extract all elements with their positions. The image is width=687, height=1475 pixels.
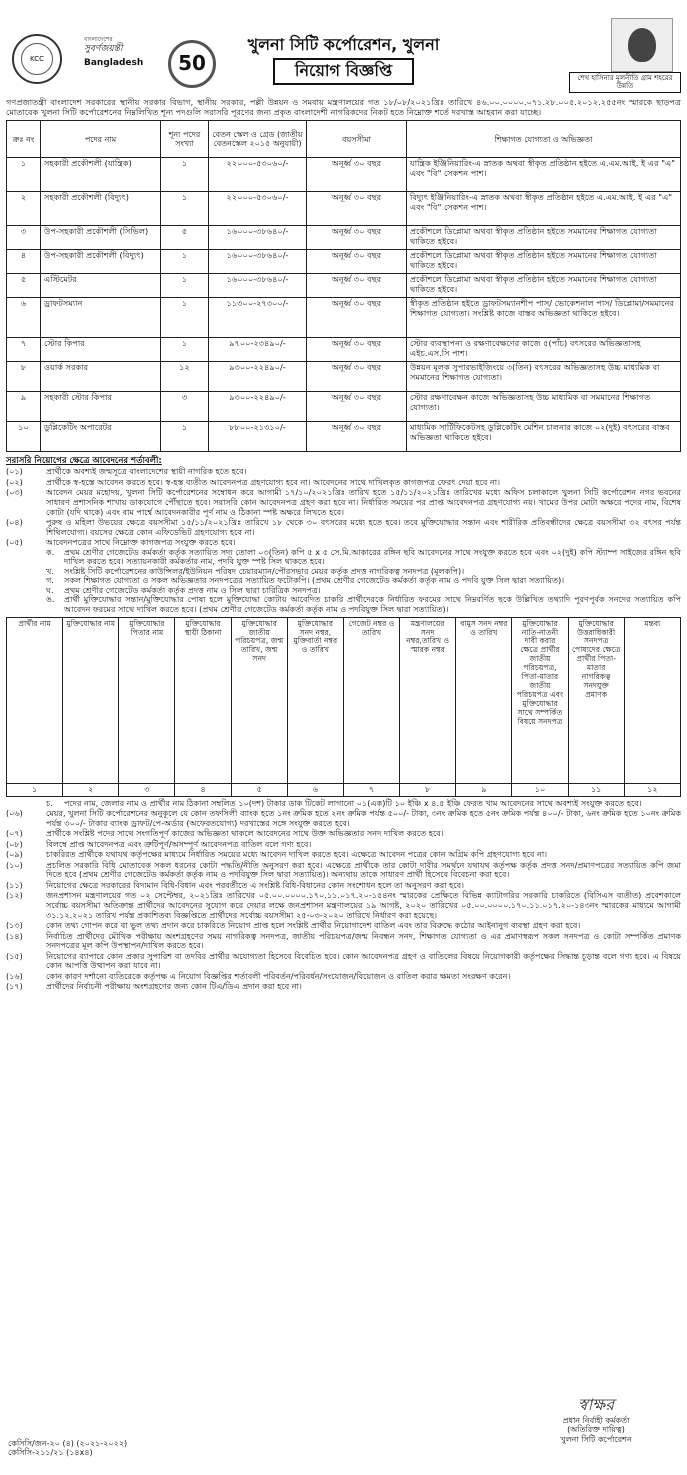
condition-text: চাকরিরত প্রার্থীকে যথাযথ কর্তৃপক্ষের মাধ্যমে নির্ধারিত সময়ের মধ্যে আবেদন দাখিল করতে হবে। এক্ষেত্রে আবেদন পত্রের কোন অগ্রিম কপি গ্রহণযোগ্য হবে না।	[46, 849, 548, 860]
posts-cell: ১	[161, 338, 209, 362]
posts-cell: এস্টিমেটর	[41, 274, 161, 298]
posts-cell: অনূর্ধ্ব ৩০ বছর	[307, 298, 407, 338]
posts-cell: ১	[161, 250, 209, 274]
signatory-org: খুলনা সিটি কর্পোরেশন	[560, 1434, 632, 1444]
ff-number-cell: ১	[7, 783, 63, 796]
condition-text: বিলম্বে প্রাপ্ত আবেদনপত্র এবং ত্রুটিপূর্ণ/অসম্পূর্ণ আবেদনপত্র বাতিল বলে গণ্য হবে।	[46, 838, 312, 849]
posts-cell: অনূর্ধ্ব ৩০ বছর	[307, 158, 407, 192]
posts-cell: ৯৩০০-২২৪৯০/-	[209, 362, 307, 392]
condition-text: প্রার্থীকে সংশ্লিষ্ট পদের সাথে সংগতিপূর্ণ কাজের অভিজ্ঞতা থাকলে আবেদনের সাথে উক্ত অভিজ্ঞতার সনদ দাখিল করতে হবে।	[46, 828, 444, 839]
condition-number: (১৩)	[6, 920, 23, 931]
conditions-list-b	[6, 809, 681, 992]
jubilee-small-text: বাংলাদেশের	[84, 36, 113, 43]
condition-item	[6, 809, 681, 828]
condition-item	[6, 952, 681, 971]
posts-cell: স্বীকৃত প্রতিষ্ঠান হইতে ড্রাফটসম্যানশীপ পাস/ ভোকেশনাল পাস/ ডিপ্লোমা/সমমানের শিক্ষাগত যোগ্যতা। সংশ্লিষ্ট কাজে বাস্তব অভিজ্ঞতা থাকিতে হইবে।	[407, 298, 681, 338]
condition-item	[6, 982, 681, 992]
posts-cell: ৯	[7, 392, 41, 422]
ff-header-cell: গেজেট নম্বর ও তারিখ	[343, 617, 399, 783]
posts-cell: সহকারী প্রকৌশলী (যান্ত্রিক)	[41, 158, 161, 192]
condition-number: (০২)	[6, 476, 23, 487]
posts-cell: ৬	[7, 298, 41, 338]
condition-number: (১১)	[6, 879, 23, 890]
signatory-note: (অতিরিক্ত দায়িত্ব)	[567, 1425, 625, 1435]
condition-text: প্রার্থীকে স্ব-হস্তে আবেদন করতে হবে। স্ব-হস্ত ব্যতীত আবেদনপত্র গ্রহণযোগ্য হবে না। আবেদনের সাথে দাখিলকৃত কাগজপত্র ফেরৎ দেয়া হবে না।	[46, 476, 500, 487]
posts-cell: সহকারী স্টোর কিপার	[41, 392, 161, 422]
posts-cell: ৩	[161, 392, 209, 422]
posts-cell: ১	[7, 158, 41, 192]
posts-cell: ১	[161, 158, 209, 192]
condition-item	[6, 972, 681, 982]
condition-item	[6, 881, 681, 891]
reference-2: কেসিসি-২১১/২১ (১৪x৪)	[8, 1448, 93, 1458]
posts-cell: যান্ত্রিক ইঞ্জিনিয়ারিং-এ স্নাতক অথবা স্বীকৃত প্রতিষ্ঠান হইতে এ.এম.আই. ই এর "এ" এবং "বি" সেকশন পাশ।	[407, 158, 681, 192]
condition-number: (০৫)	[6, 537, 23, 548]
posts-cell: ১২	[161, 362, 209, 392]
posts-cell: উপ-সহকারী প্রকৌশলী (সিভিল)	[41, 226, 161, 250]
posts-cell: উপ-সহকারী প্রকৌশলী (বিদ্যুৎ)	[41, 250, 161, 274]
ff-header-cell: মন্তব্য	[624, 617, 680, 783]
ff-header-cell: মুক্তিযোদ্ধার নাম	[63, 617, 119, 783]
condition-number: (১৫)	[6, 950, 23, 961]
posts-row	[7, 274, 681, 298]
posts-cell: ৪	[7, 250, 41, 274]
posts-cell: স্টোর ব্যবস্থাপনা ও রক্ষণাবেক্ষণের কাজে ৫(পাঁচ) বৎসরের অভিজ্ঞতাসহ এইচ.এস.সি পাশ।	[407, 338, 681, 362]
signature-scribble: স্বাক্ষর	[577, 1395, 615, 1414]
posts-cell: ৯৭০০-২৩৪৯০/-	[209, 338, 307, 362]
posts-cell: অনূর্ধ্ব ৩০ বছর	[307, 274, 407, 298]
posts-cell: ১	[161, 192, 209, 226]
attachment-item-cha	[46, 799, 681, 809]
condition-number: (০৩)	[6, 487, 23, 498]
condition-text: নিয়োগের ব্যাপারে কোন প্রকার সুপারিশ বা তদবির প্রার্থীর অযোগ্যতা হিসেবে বিবেচিত হবে। কোন আবেদনপত্র গ্রহণ ও বাতিলের বিষয়ে নিয়োগকারী কর্তৃপক্ষের সিদ্ধান্ত চূড়ান্ত বলে গণ্য হবে। এ বিষয়ে কোন আপত্তি উত্থাপন করা যাবে না।	[46, 950, 681, 971]
posts-cell: মাধ্যমিক সার্টিফিকেটসহ ডুপ্লিকেটিং মেশিন চালনার কাজে ০২(দুই) বৎসরের বাস্তব অভিজ্ঞতা থাকিতে হইবে।	[407, 422, 681, 452]
notice-page	[6, 4, 681, 1465]
conditions-list-a	[6, 467, 681, 547]
posts-cell: ৮	[7, 362, 41, 392]
posts-cell: প্রকৌশলে ডিপ্লোমা অথবা স্বীকৃত প্রতিষ্ঠান হইতে সমমানের শিক্ষাগত যোগ্যতা থাকিতে হইবে।	[407, 226, 681, 250]
posts-cell: অনূর্ধ্ব ৩০ বছর	[307, 362, 407, 392]
attachment-item	[46, 548, 681, 567]
ff-number-cell: ৮	[400, 783, 456, 796]
posts-cell: ১	[161, 422, 209, 452]
ff-number-cell: ৩	[119, 783, 175, 796]
posts-cell: ২	[7, 192, 41, 226]
portrait-face	[628, 28, 656, 62]
posts-cell: অনূর্ধ্ব ৩০ বছর	[307, 192, 407, 226]
condition-text: জনপ্রশাসন মন্ত্রণালয়ের গত ০২ সেপ্টেম্বর, ২০২১খ্রিঃ তারিখের ০৫.০০.০০০০.১৭০.১১.০১৭.২০-১৫৪নং স্মারকের প্রেক্ষিতে বিভিন্ন ক্যাটাগরির সরকারি চাকরিতে (বিসিএস ব্যতীত) প্রবেশকালে সর্বোচ্চ বয়সসীমা অতিক্রান্ত প্রার্থীদের আবেদনের সুযোগ করে দেয়ার লক্ষে জনপ্রশাসন মন্ত্রণালয়ের ১৯ আগষ্ট, ২০২০ তারিখের ০৫.০০.০০০০.১৭০.১১.০১৭.২০-১৪৩নং স্মারকের মাধ্যমে আগামী ৩১.১২.২০২১ তারিখ পর্যন্ত প্রকাশিতব্য বিজ্ঞপ্তিতে প্রার্থীদের সর্বোচ্চ বয়সসীমা ২৫-০৩-২০২০ তারিখে নির্ধারণ করা হয়েছে।	[46, 890, 681, 920]
condition-item	[6, 921, 681, 931]
condition-text: নিয়োগের ক্ষেত্রে সরকারের বিদ্যমান বিধি-বিধান এবং পরবর্তীতে এ সংশ্লিষ্ট বিধি-বিধানের কোন সংশোধন হলে তা অনুসরণ করা হবে।	[46, 879, 465, 890]
ff-number-cell: ১০	[512, 783, 568, 796]
posts-cell: ১৬০০০-৩৮৬৪০/-	[209, 274, 307, 298]
notice-header	[6, 4, 681, 92]
posts-cell: ২২০০০-৫৩০৬০/-	[209, 192, 307, 226]
posts-row	[7, 158, 681, 192]
ff-header-cell: মুক্তিযোদ্ধার স্থায়ী ঠিকানা	[175, 617, 231, 783]
ff-number-cell: ৯	[456, 783, 512, 796]
posts-row	[7, 226, 681, 250]
attachment-text: সংশ্লিষ্ট সিটি কর্পোরেশনের কাউন্সিলর/ইউনিয়ন পরিষদ চেয়ারম্যান/পৌরসভার মেয়র কর্তৃক প্রদত্ত নাগরিকত্ব সনদপত্র (মূলকপি)।	[64, 565, 465, 576]
condition-item	[6, 850, 681, 860]
condition-text: প্রার্থীকে অবশ্যই জন্মসূত্রে বাংলাদেশের স্থায়ী নাগরিক হতে হবে।	[46, 466, 247, 477]
ff-header-cell: মন্ত্রণালয়ের সনদ নম্বর,তারিখ ও স্মারক নম্বর	[400, 617, 456, 783]
posts-cell: ৩	[7, 226, 41, 250]
posts-cell: স্টোর কিপার	[41, 338, 161, 362]
ff-header-cell: প্রার্থীর নাম	[7, 617, 63, 783]
posts-header-cell: শূন্য পদের সংখ্যা	[161, 121, 209, 158]
attachment-number: চ.	[46, 797, 53, 808]
posts-cell: ১	[161, 298, 209, 338]
posts-cell: ৭	[7, 338, 41, 362]
posts-cell: অনূর্ধ্ব ৩০ বছর	[307, 226, 407, 250]
attachment-list	[6, 548, 681, 615]
attachment-number: ঙ.	[46, 594, 55, 605]
posts-cell: অনূর্ধ্ব ৩০ বছর	[307, 250, 407, 274]
attachment-text: প্রার্থী মুক্তিযোদ্ধার সন্তান/মুক্তিযোদ্ধার পোষ্য হলে মুক্তিযোদ্ধা কোটায় আবেদিত চাকরি প্রার্থীদেরকে নির্ধারিত ফরমের সাথে নিম্নবর্ণিত ছকে উল্লিখিত তথ্যাদি পূরণপূর্বক সনদের সত্যায়িত কপি আবেদন ফরমের সাথে দাখিল করতে হবে। (প্রথম শ্রেণীর গেজেটেড কর্মকর্তা কর্তৃক নাম ও পদবিযুক্ত সিল দ্বারা সত্যায়িত)।	[64, 594, 681, 615]
kcc-logo-text: KCC	[21, 43, 53, 75]
condition-text: প্রার্থীদের নির্বাচনী পরীক্ষায় অংশগ্রহণের জন্য কোন টিএ/ডিএ প্রদান করা হবে না।	[46, 981, 302, 992]
condition-item	[6, 467, 681, 477]
posts-cell: সহকারী প্রকৌশলী (বিদ্যুৎ)	[41, 192, 161, 226]
ff-number-cell: ৪	[175, 783, 231, 796]
posts-cell: অনূর্ধ্ব ৩০ বছর	[307, 422, 407, 452]
condition-number: (০৭)	[6, 828, 23, 839]
condition-number: (০৬)	[6, 808, 23, 819]
attachment-item	[46, 595, 681, 614]
condition-text: পুরুষ ও মহিলা উভয়ের ক্ষেত্রে বয়সসীমা ১৫/১১/২০২১খ্রিঃ তারিখে ১৮ থেকে ৩০ বৎসরের মধ্যে হতে হবে। তবে মুক্তিযোদ্ধার সন্তান এবং শারীরিক প্রতিবন্ধীদের ক্ষেত্রে বয়সসীমা ৩২ বৎসর পর্যন্ত শিথিলযোগ্য। বয়সের ক্ষেত্রে কোন এফিডেভিট গ্রহণযোগ্য হবে না।	[46, 517, 681, 537]
ff-header-cell: মুক্তিযোদ্ধার পিতার নাম	[119, 617, 175, 783]
condition-number: (১৪)	[6, 930, 23, 941]
freedom-fighter-table	[6, 617, 681, 797]
ff-number-cell: ৬	[287, 783, 343, 796]
posts-header-cell: শিক্ষাগত যোগ্যতা ও অভিজ্ঞতা	[407, 121, 681, 158]
condition-text: প্রচলিত সরকারি বিধি মোতাবেক সকল ধরনের কোটা পদ্ধতি/নীতি অনুসরণ করা হবে। এক্ষেত্রে প্রার্থীকে তার কোটা দাবীর সমর্থনে যথাযথ কর্তৃপক্ষ কর্তৃক প্রদত্ত সনদ/প্রমাণপত্রের সত্যায়িত কপি জমা দিতে হবে (প্রথম শ্রেণীর গেজেটেড কর্মকর্তা কর্তৃক নাম ও পদবিযুক্ত সিল দ্বারা সত্যায়িত)। অন্যথায় তাকে সাধারণ প্রার্থী হিসেবে বিবেচনা করা হবে।	[46, 859, 681, 880]
condition-number: (০১)	[6, 466, 23, 477]
posts-row	[7, 362, 681, 392]
posts-header-cell: বেতন স্কেল ও গ্রেড (জাতীয় বেতনস্কেল ২০১৫ অনুযায়ী)	[209, 121, 307, 158]
jubilee-name: সুবর্ণজয়ন্তী	[84, 44, 123, 54]
signature-block	[521, 1396, 671, 1444]
posts-cell: প্রকৌশলে ডিপ্লোমা অথবা স্বীকৃত প্রতিষ্ঠান হইতে সমমানের শিক্ষাগত যোগ্যতা থাকিতে হইবে।	[407, 250, 681, 274]
posts-header-cell: বয়সসীমা	[307, 121, 407, 158]
condition-text: নির্বাচিত প্রার্থীদের মৌখিক পরীক্ষায় অংশগ্রহণের সময় নাগরিকত্ব সনদপত্র, জাতীয় পরিচয়পত্র/জন্ম নিবন্ধন সনদ, শিক্ষাগত যোগ্যতা ও এর প্রমাণস্বরূপ সকল সনদপত্র ও কোটা সম্পর্কিত প্রমাণক সনদপত্রের মূল কপি উপস্থাপন/দাখিল করতে হবে।	[46, 930, 681, 951]
attachment-text: প্রথম শ্রেণীর গেজেটেড কর্মকর্তা কর্তৃক সত্যায়িত সদ্য তোলা ০৩(তিন) কপি ৫ x ৫ সে.মি.আকারের রঙ্গিন ছবি আবেদনের সাথে সংযুক্ত করতে হবে এবং ০২(দুই) কপি স্ট্যাম্প সাইজের রঙ্গিন ছবি দাখিল করতে হবে। সত্যায়নকারী কর্মকর্তার নাম, পদবি যুক্ত স্পষ্ট সিল থাকতে হবে।	[64, 546, 681, 567]
condition-number: (১০)	[6, 859, 23, 870]
condition-number: (০৮)	[6, 838, 23, 849]
portrait-image	[611, 18, 673, 72]
condition-item	[6, 829, 681, 839]
reference-numbers	[8, 1439, 127, 1458]
posts-table	[6, 120, 681, 452]
condition-text: কোন তথ্য গোপন করে বা ভুল তথ্য প্রদান করে চাকরিতে নিয়োগ প্রাপ্ত হলে সংশ্লিষ্ট প্রার্থীর নিয়োগাদেশ বাতিল এবং তার বিরুদ্ধে কঠোর আইনানুগ ব্যবস্থা গ্রহণ করা হবে।	[46, 920, 581, 931]
posts-cell: ৮৮০০-২১৩১০/-	[209, 422, 307, 452]
posts-row	[7, 392, 681, 422]
posts-cell: অনূর্ধ্ব ৩০ বছর	[307, 392, 407, 422]
attachment-number: ক.	[46, 546, 55, 557]
posts-cell: প্রকৌশলে ডিপ্লোমা অথবা স্বীকৃত প্রতিষ্ঠান হইতে সমমানের শিক্ষাগত যোগ্যতা থাকিতে হইবে।	[407, 274, 681, 298]
attachment-text: পদের নাম, জেলার নাম ও প্রার্থীর নাম ঠিকানা সম্বলিত ১০(দশ) টাকার ডাক টিকেট লাগানো ০১(এক)টি ১০ ইঞ্চি x ৪.৫ ইঞ্চি ফেরত খাম আবেদনের সাথে অবশ্যই সংযুক্ত করতে হবে।	[64, 797, 642, 808]
attachment-number: গ.	[46, 575, 54, 586]
jubilee-country: Bangladesh	[84, 58, 144, 68]
attachment-text: প্রথম শ্রেণীর গেজেটেড কর্মকর্তা কর্তৃক প্রদত্ত নাম ও সিল দ্বারা চারিত্রিক সনদপত্র।	[64, 584, 321, 595]
posts-row	[7, 422, 681, 452]
condition-item	[6, 518, 681, 537]
posts-cell: ড্রাফটসম্যান	[41, 298, 161, 338]
intro-paragraph: গণপ্রজাতন্ত্রী বাংলাদেশ সরকারের স্থানীয় সরকার বিভাগ, স্থানীয় সরকার, পল্লী উন্নয়ন ও সমবায় মন্ত্রণালয়ের গত ১৮/০৮/২০২১খ্রিঃ তারিখে ৪৬.০০.০০০০.০৭১.২৮.০০৫.২০১২.২৫৫নং স্মারকে ছাড়পত্র মোতাবেক খুলনা সিটি কর্পোরেশনের নিম্নলিখিত শূন্য পদগুলি সরাসরি পূরণের জন্য প্রকৃত বাংলাদেশী নাগরিকদের নিকট হতে নিম্নোক্ত শর্তে দরখাস্ত আহবান করা যাচ্ছে।	[6, 97, 681, 117]
condition-text: কোন কারণ দর্শানো ব্যতিরেকে কর্তৃপক্ষ এ নিয়োগ বিজ্ঞপ্তির শর্তাবলী পরিবর্তন/পরিবর্ধন/সংযোজন/বিয়োজন ও বাতিল করার ক্ষমতা সংরক্ষণ করেন।	[46, 970, 511, 981]
ff-header-cell: মুক্তিযোদ্ধার উত্তরাধিকারী সনদপত্র পোষ্যদের ক্ষেত্রে প্রার্থীর পিতা-মাতার নাগরিকত্ব সনদযুক্ত প্রমাণক	[568, 617, 624, 783]
ff-number-cell: ১১	[568, 783, 624, 796]
posts-header-cell: পদের নাম	[41, 121, 161, 158]
condition-number: (০৯)	[6, 849, 23, 860]
reference-1: কেসিসি/জন-২০ (৪) (২০২১-২০২২)	[8, 1439, 128, 1448]
posts-row	[7, 192, 681, 226]
ff-number-cell: ৫	[231, 783, 287, 796]
posts-row	[7, 250, 681, 274]
ff-number-cell: ৭	[343, 783, 399, 796]
ff-header-cell: মুক্তিযোদ্ধার জাতীয় পরিচয়পত্র, জন্ম তারিখ, জন্ম সনদ	[231, 617, 287, 783]
posts-row	[7, 298, 681, 338]
condition-number: (১২)	[6, 890, 23, 901]
ff-header-cell: মুক্তিযোদ্ধার সনদ নম্বর, মুক্তিবার্তা নম্বর ও তারিখ	[287, 617, 343, 783]
condition-item	[6, 840, 681, 850]
posts-header-cell: ক্রঃ নং	[7, 121, 41, 158]
attachment-number: খ.	[46, 565, 54, 576]
posts-cell: ১১৩০০-২৭৩০০/-	[209, 298, 307, 338]
slogan-box: শেখ হাসিনার মূলনীতি গ্রাম শহরের উন্নতি	[569, 72, 681, 93]
ff-header-cell: মুক্তিযোদ্ধার নাতি-নাতনী দাবী করার ক্ষেত্রে প্রার্থীর জাতীয় পরিচয়পত্র, পিতা-মাতার জাতীয় পরিচয়পত্র এবং মুক্তিযোদ্ধার সাথে সম্পর্কিত বিষয়ে সনদপত্র	[512, 617, 568, 783]
condition-item	[6, 932, 681, 951]
signatory-title: প্রধান নির্বাহী কর্মকর্তা	[562, 1416, 630, 1425]
condition-item	[6, 478, 681, 488]
posts-cell: ডুপ্লিকেটিং অপারেটর	[41, 422, 161, 452]
condition-number: (০৪)	[6, 517, 23, 528]
posts-row	[7, 338, 681, 362]
posts-cell: ৫	[161, 226, 209, 250]
condition-text: মেয়র, খুলনা সিটি কর্পোরেশনের অনুকূলে যে কোন তফসিলী ব্যাংক হতে ১নং ক্রমিক হতে ২নং ক্রমিক পর্যন্ত ৫০০/- টাকা, ৩নং ক্রমিক হতে ৫নং ক্রমিক পর্যন্ত ৪০০/- টাকা, ৬নং ক্রমিক হতে ১০নং ক্রমিক পর্যন্ত ৩০০/- টাকার ব্যাংক ড্রাফট/পে-অর্ডার (অফেরতযোগ্য) দরখাস্তের সঙ্গে সংযুক্ত করতে হবে।	[46, 808, 681, 828]
condition-item	[6, 861, 681, 880]
ff-number-cell: ২	[63, 783, 119, 796]
posts-cell: স্টোর রক্ষণাবেক্ষন কাজে অভিজ্ঞতাসহ উচ্চ মাধ্যমিক বা সমমানের শিক্ষাগত যোগ্যতা।	[407, 392, 681, 422]
condition-item	[6, 891, 681, 920]
org-title: খুলনা সিটি কর্পোরেশন, খুলনা	[247, 35, 440, 54]
jubilee-number: 50	[168, 40, 216, 88]
ff-number-cell: ১২	[624, 783, 680, 796]
posts-cell: উন্নয়ন মূলক সুপারভাইজিংয়ে ৩(তিন) বৎসরের অভিজ্ঞতাসহ উচ্চ মাধ্যমিক বা সমমানের শিক্ষাগত যোগ্যতা।	[407, 362, 681, 392]
notice-title: নিয়োগ বিজ্ঞপ্তি	[273, 58, 414, 85]
ff-header-cell: বামুস সনদ নম্বর ও তারিখ	[456, 617, 512, 783]
condition-item	[6, 488, 681, 517]
posts-cell: ১৬০০০-৩৮৬৪০/-	[209, 250, 307, 274]
attachment-text: সকল শিক্ষাগত যোগ্যতা ও সকল অভিজ্ঞতার সনদপত্রের সত্যায়িত ফটোকপি। (প্রথম শ্রেণীর গেজেটেড কর্মকর্তা কর্তৃক নাম ও পদবি যুক্ত সিল দ্বারা সত্যায়িত)।	[64, 575, 565, 586]
posts-cell: ২২০০০-৫৩০৬০/-	[209, 158, 307, 192]
posts-cell: ওয়ার্ক সরকার	[41, 362, 161, 392]
condition-text: আবেদনপত্রের সাথে নিম্নোক্ত কাগজপত্র সংযুক্ত করতে হবে।	[46, 537, 236, 548]
posts-cell: ১০	[7, 422, 41, 452]
posts-cell: ১	[161, 274, 209, 298]
posts-cell: ৯৩০০-২২৪৯০/-	[209, 392, 307, 422]
condition-text: আবেদন মেয়র মহোদয়, খুলনা সিটি কর্পোরেশনের সম্বোধন করে আগামী ১৭/১০/২০২১খ্রিঃ তারিখ হতে ১৫/১১/২০২১খ্রিঃ তারিখের মধ্যে অফিস চলাকালে খুলনা সিটি কর্পোরেশন নগর ভবনের সাধারণ প্রশাসনিক শাখায় ডাকযোগে পৌঁছাতে হবে। সরাসরি কোন আবেদনপত্র গ্রহণ করা হবে না। নির্ধারিত সময়ের পর প্রাপ্ত আবেদনপত্র গ্রহণযোগ্য নয়। খামের উপর মোটা অক্ষরে পদের নাম, বিশেষ কোটা (যদি থাকে) এবং বাম পার্শ্বে আবেদনকারীর পূর্ণ নাম ও ঠিকানা স্পষ্ট অক্ষরে লিখতে হবে।	[46, 487, 681, 517]
condition-number: (১৭)	[6, 981, 23, 992]
posts-cell: ৫	[7, 274, 41, 298]
posts-cell: বিদ্যুৎ ইঞ্জিনিয়ারিং-এ স্নাতক অথবা স্বীকৃত প্রতিষ্ঠান হইতে এ.এম.আই. ই এর "এ" এবং "বি" সেকশন পাশ।	[407, 192, 681, 226]
conditions-title: সরাসরি নিয়োগের ক্ষেত্রে আবেদনের শর্তাবলী:	[6, 456, 162, 467]
condition-number: (১৬)	[6, 970, 23, 981]
attachment-number: ঘ.	[46, 584, 54, 595]
posts-cell: ১৬০০০-৩৮৬৪০/-	[209, 226, 307, 250]
posts-cell: অনূর্ধ্ব ৩০ বছর	[307, 338, 407, 362]
